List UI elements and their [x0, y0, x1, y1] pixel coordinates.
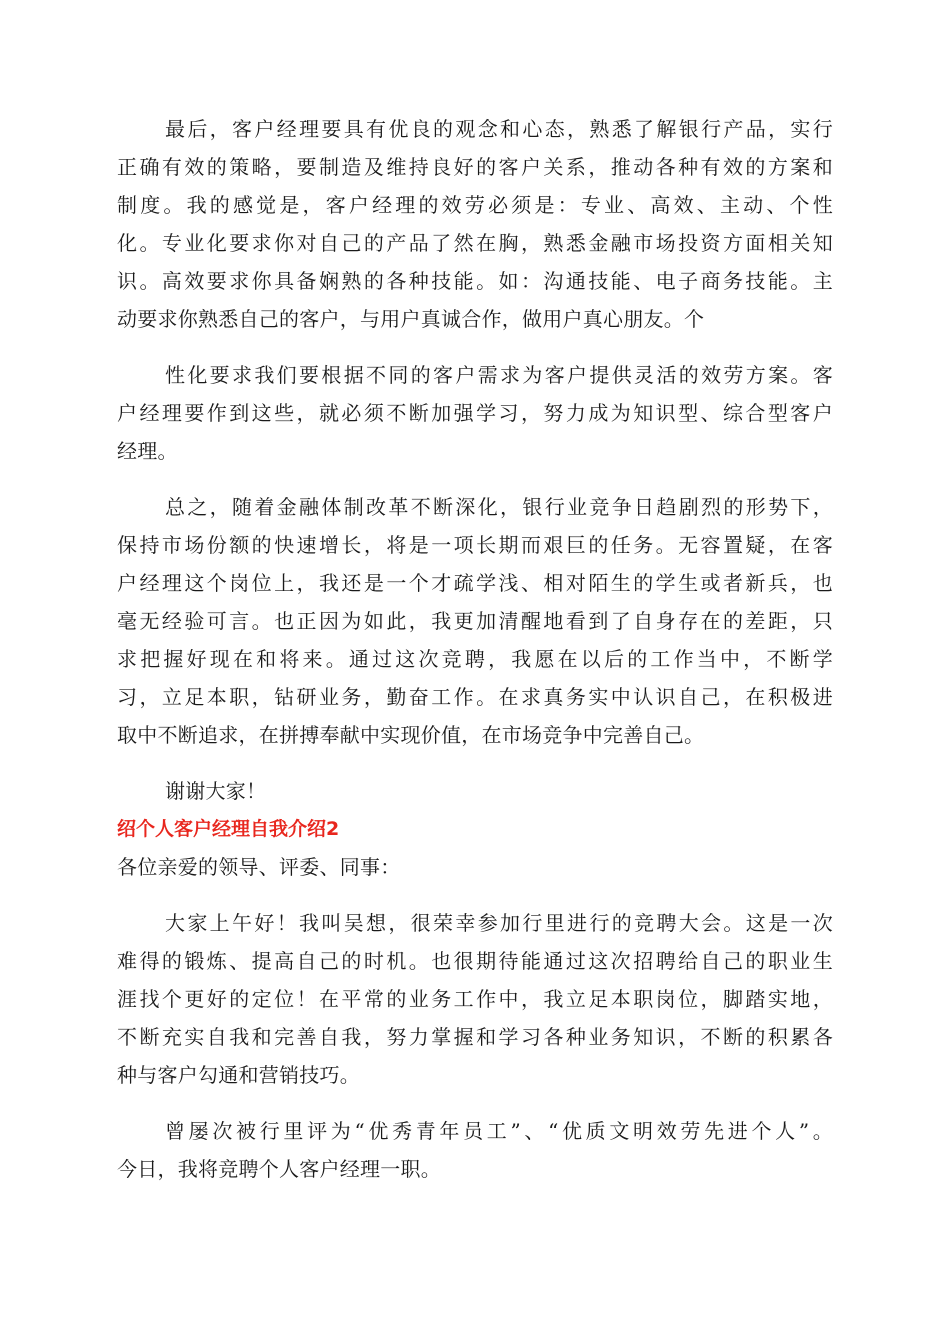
text-line: 求把握好现在和将来。通过这次竞聘，我愿在以后的工作当中，不断学	[117, 647, 833, 671]
document-page	[117, 110, 833, 1188]
paragraph-conclusion-part2	[117, 356, 833, 470]
text-line: 动要求你熟悉自己的客户，与用户真诚合作，做用户真心朋友。个	[117, 307, 705, 331]
text-line: 大家上午好！我叫吴想，很荣幸参加行里进行的竞聘大会。这是一次	[165, 911, 833, 935]
text-line: 各位亲爱的领导、评委、同事：	[117, 855, 401, 879]
paragraph-honors	[117, 1112, 833, 1188]
paragraph-salutation	[117, 848, 833, 886]
text-line: 毫无经验可言。也正因为如此，我更加清醒地看到了自身存在的差距，只	[117, 609, 833, 633]
text-line: 不断充实自我和完善自我，努力掌握和学习各种业务知识，不断的积累各	[117, 1025, 833, 1049]
text-line: 曾屡次被行里评为“优秀青年员工”、“优质文明效劳先进个人”。	[165, 1119, 833, 1143]
text-line: 习，立足本职，钻研业务，勤奋工作。在求真务实中认识自己，在积极进	[117, 685, 833, 709]
paragraph-conclusion-part1	[117, 110, 833, 338]
text-line: 性化要求我们要根据不同的客户需求为客户提供灵活的效劳方案。客	[165, 363, 833, 387]
section-heading: 绍个人客户经理自我介绍2	[117, 818, 340, 840]
text-line: 难得的锻炼、提高自己的时机。也很期待能通过这次招聘给自己的职业生	[117, 949, 833, 973]
text-line: 正确有效的策略，要制造及维持良好的客户关系，推动各种有效的方案和	[117, 155, 833, 179]
text-line: 最后，客户经理要具有优良的观念和心态，熟悉了解银行产品，实行	[165, 117, 833, 141]
text-line: 取中不断追求，在拼搏奉献中实现价值，在市场竞争中完善自己。	[117, 723, 705, 747]
text-line: 保持市场份额的快速增长，将是一项长期而艰巨的任务。无容置疑，在客	[117, 533, 833, 557]
text-line: 户经理这个岗位上，我还是一个才疏学浅、相对陌生的学生或者新兵，也	[117, 571, 833, 595]
text-line: 户经理要作到这些，就必须不断加强学习，努力成为知识型、综合型客户	[117, 401, 833, 425]
text-line: 涯找个更好的定位！在平常的业务工作中，我立足本职岗位，脚踏实地，	[117, 987, 833, 1011]
text-line: 化。专业化要求你对自己的产品了然在胸，熟悉金融市场投资方面相关知	[117, 231, 833, 255]
text-line: 制度。我的感觉是，客户经理的效劳必须是：专业、高效、主动、个性	[117, 193, 833, 217]
text-line: 识。高效要求你具备娴熟的各种技能。如：沟通技能、电子商务技能。主	[117, 269, 833, 293]
paragraph-summary	[117, 488, 833, 754]
text-line: 总之，随着金融体制改革不断深化，银行业竞争日趋剧烈的形势下，	[165, 495, 833, 519]
text-line: 种与客户勾通和营销技巧。	[117, 1063, 360, 1087]
paragraph-thanks	[117, 772, 833, 810]
text-line: 经理。	[117, 439, 178, 463]
paragraph-introduction	[117, 904, 833, 1094]
text-line: 谢谢大家！	[165, 779, 267, 803]
text-line: 今日，我将竞聘个人客户经理一职。	[117, 1157, 441, 1181]
